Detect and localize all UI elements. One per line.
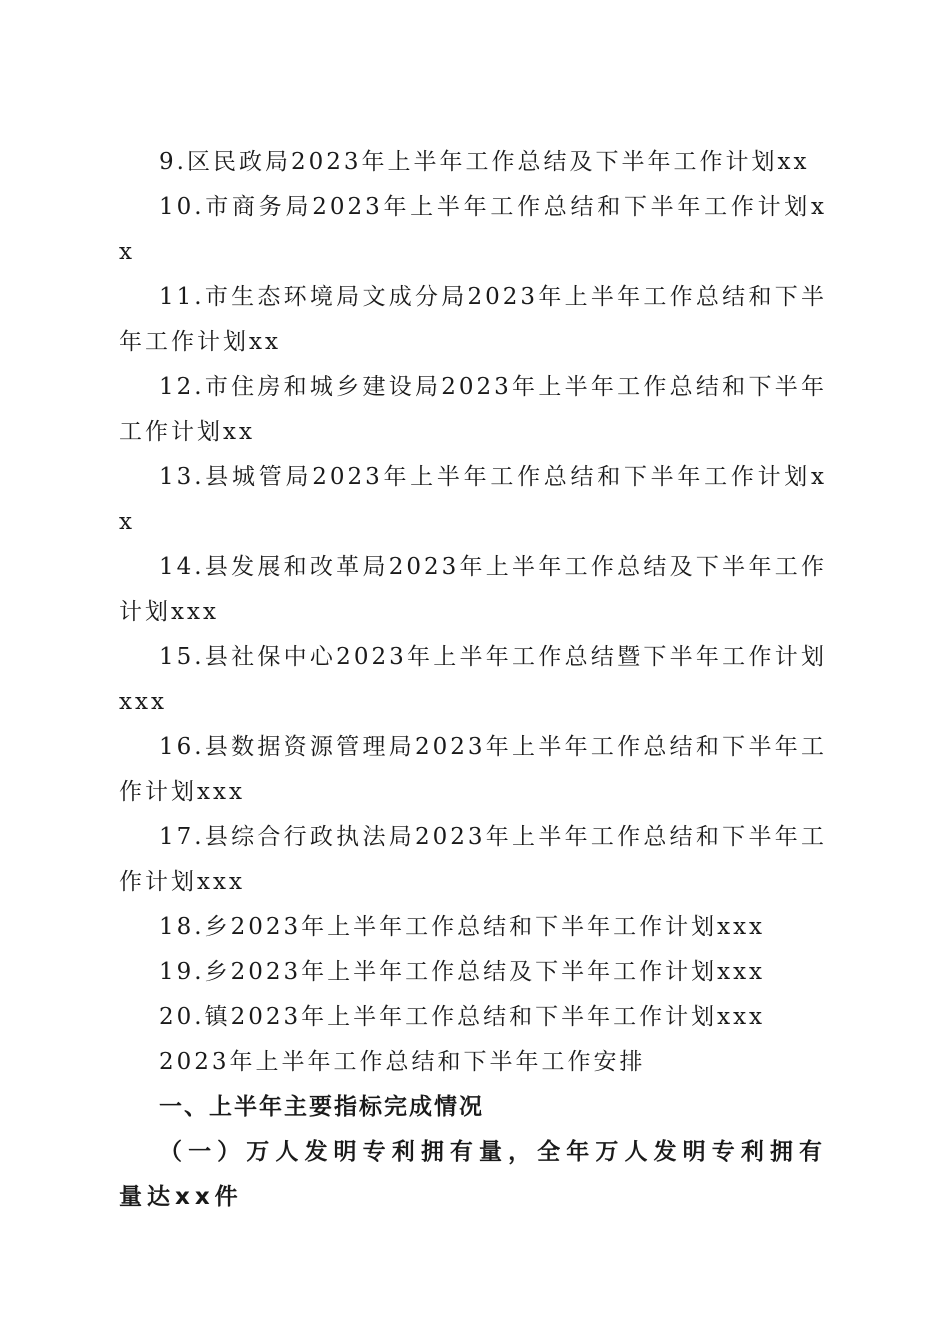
toc-item-9: 9.区民政局2023年上半年工作总结及下半年工作计划xx [159, 149, 810, 175]
toc-item-16: 16.县数据资源管理局2023年上半年工作总结和下半年工作计划xxx [119, 734, 827, 805]
subsection-heading: （一）万人发明专利拥有量，全年万人发明专利拥有量达xx件 [119, 1139, 827, 1210]
document-body [119, 140, 827, 1220]
document-title: 2023年上半年工作总结和下半年工作安排 [159, 1049, 646, 1075]
toc-item-11: 11.市生态环境局文成分局2023年上半年工作总结和下半年工作计划xx [119, 284, 827, 355]
toc-item-10: 10.市商务局2023年上半年工作总结和下半年工作计划xx [119, 194, 827, 265]
toc-item-18: 18.乡2023年上半年工作总结和下半年工作计划xxx [159, 914, 766, 940]
section-heading: 一、上半年主要指标完成情况 [159, 1094, 484, 1120]
toc-item-19: 19.乡2023年上半年工作总结及下半年工作计划xxx [159, 959, 766, 985]
toc-item-17: 17.县综合行政执法局2023年上半年工作总结和下半年工作计划xxx [119, 824, 827, 895]
toc-item-13: 13.县城管局2023年上半年工作总结和下半年工作计划xx [119, 464, 827, 535]
toc-item-14: 14.县发展和改革局2023年上半年工作总结及下半年工作计划xxx [119, 554, 827, 625]
toc-item-12: 12.市住房和城乡建设局2023年上半年工作总结和下半年工作计划xx [119, 374, 827, 445]
toc-item-15: 15.县社保中心2023年上半年工作总结暨下半年工作计划xxx [119, 644, 827, 715]
toc-item-20: 20.镇2023年上半年工作总结和下半年工作计划xxx [159, 1004, 766, 1030]
